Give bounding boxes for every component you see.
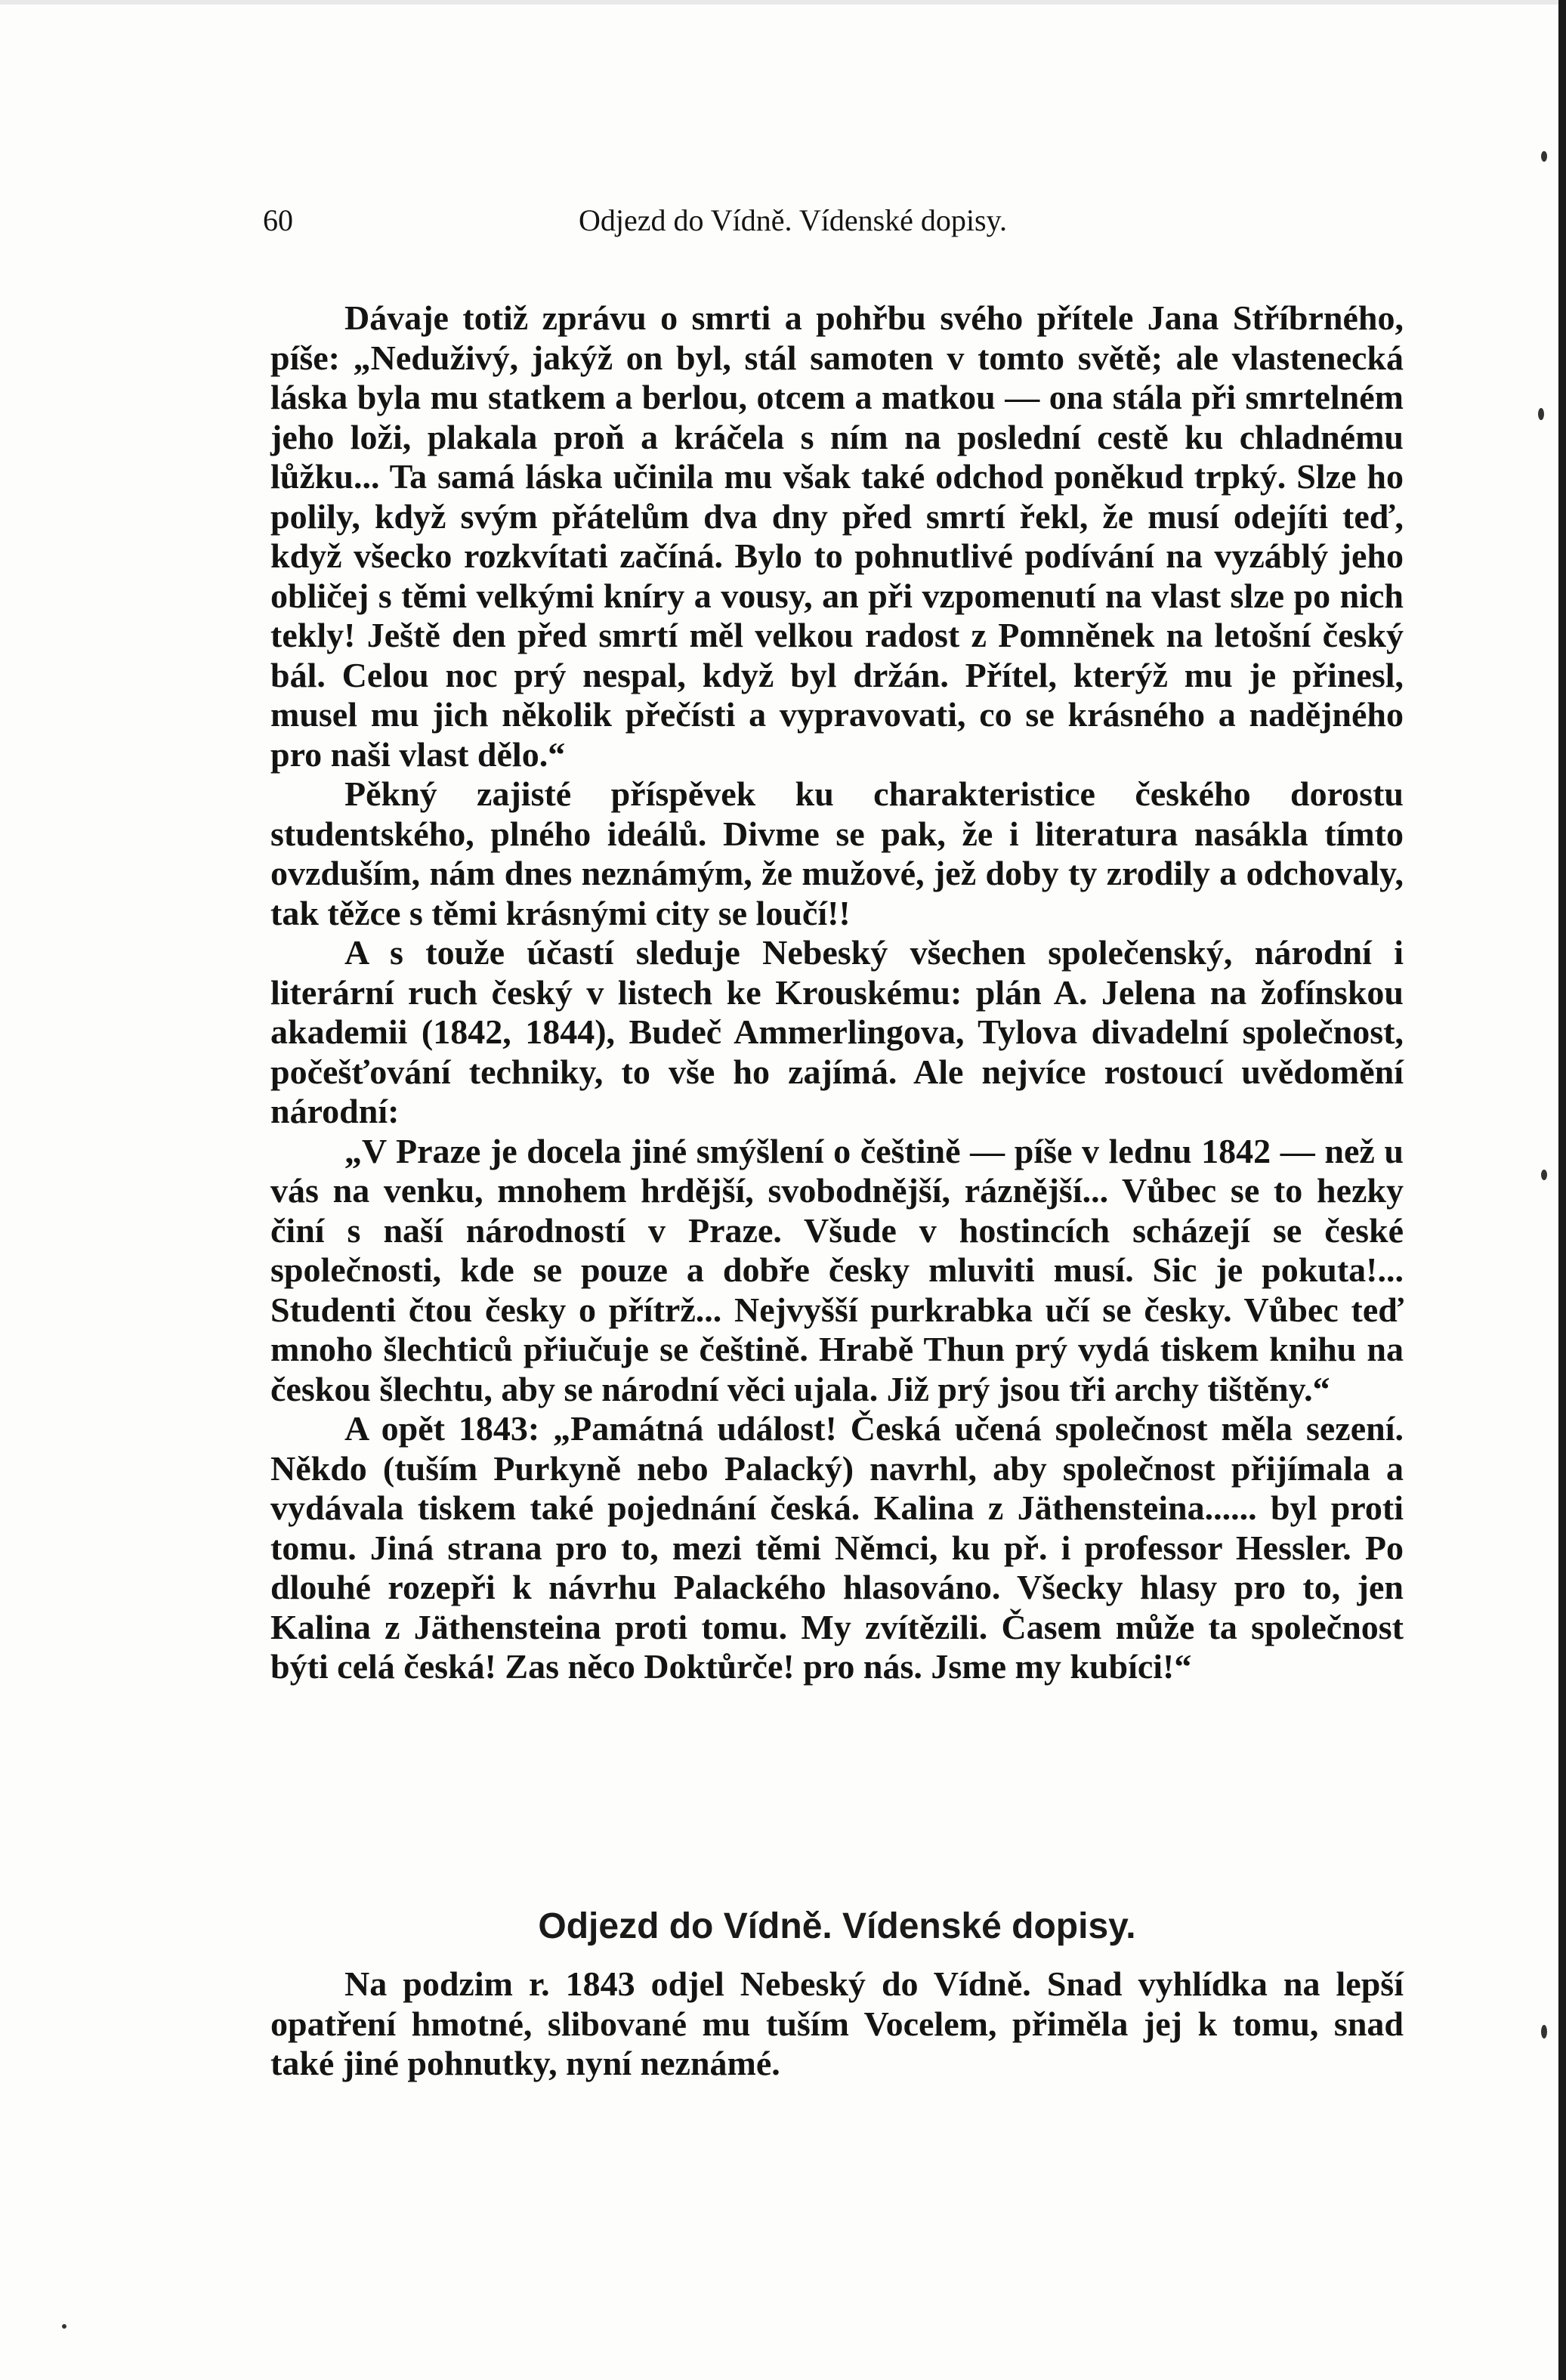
scan-speck [1541, 151, 1547, 162]
paragraph-5-quote: A opět 1843: „Památná událost! Česká učená společnost měla sezení. Někdo (tuším Purkyně nebo Palacký) navrhl, aby společnost přijímala a vydávala tiskem také pojednání česká. Kalina z Jäthensteina...... byl proti tomu. Jiná strana pro to, mezi těmi Němci, ku př. i professor Hessler. Po dlouhé rozepři k návrhu Palackého hlasováno. Všecky hlasy pro to, jen Kalina z Jäthensteina proti tomu. My zvítězili. Časem může ta společnost býti celá česká! Zas něco Doktůrče! pro nás. Jsme my kubíci!“ [270, 1409, 1404, 1686]
scan-speck [1541, 2025, 1547, 2038]
running-title: Odjezd do Vídně. Vídenské dopisy. [579, 203, 1007, 237]
running-head [263, 198, 1396, 243]
section-paragraph: Na podzim r. 1843 odjel Nebeský do Vídně. Snad vyhlídka na lepší opatření hmotné, slibované mu tuším Vocelem, přiměla jej k tomu, snad také jiné pohnutky, nyní neznámé. [270, 1964, 1404, 2082]
paragraph-1: Dávaje totiž zprávu o smrti a pohřbu svého přítele Jana Stříbrného, píše: „Neduživý, jakýž on byl, stál samoten v tomto světě; ale vlastenecká láska byla mu statkem a berlou, otcem a matkou — ona stála při smrtelném jeho loži, plakala proň a kráčela s ním na poslední cestě ku chladnému lůžku... Ta samá láska učinila mu však také odchod poněkud trpký. Slze ho polily, když svým přátelům dva dny před smrtí řekl, že musí odejíti teď, když všecko rozkvítati začíná. Bylo to pohnutlivé podívání na vyzáblý jeho obličej s těmi velkými kníry a vousy, an při vzpomenutí na vlast slze po nich tekly! Ještě den před smrtí měl velkou radost z Pomněnek na letošní český bál. Celou noc prý nespal, když byl držán. Přítel, kterýž mu je přinesl, musel mu jich několik přečísti a vypravovati, co se krásného a nadějného pro naši vlast dělo.“ [270, 298, 1404, 774]
scan-speck [1538, 408, 1544, 420]
scan-right-edge [1558, 0, 1566, 2380]
scan-top-edge [0, 0, 1566, 5]
page-number: 60 [263, 203, 293, 237]
scan-speck [1541, 1170, 1547, 1180]
section-text [270, 1964, 1404, 2084]
scan-speck [62, 2324, 66, 2329]
paragraph-3: A s touže účastí sleduje Nebeský všechen společenský, národní i literární ruch český v listech ke Krouskému: plán A. Jelena na žofínskou akademii (1842, 1844), Budeč Ammerlingova, Tylova divadelní společnost, počešťování techniky, to vše ho zajímá. Ale nejvíce rostoucí uvědomění národní: [270, 933, 1404, 1130]
paragraph-2: Pěkný zajisté příspěvek ku charakteristice českého dorostu studentského, plného ideálů. Divme se pak, že i literatura nasákla tímto ovzduším, nám dnes neznámým, že mužové, jež doby ty zrodily a odchovaly, tak těžce s těmi krásnými city se loučí!! [270, 774, 1404, 932]
main-text [270, 298, 1404, 1687]
section-heading: Odjezd do Vídně. Vídenské dopisy. [538, 1906, 1136, 1946]
paragraph-4-quote: „V Praze je docela jiné smýšlení o češtině — píše v lednu 1842 — než u vás na venku, mnohem hrdější, svobodnější, ráznější... Vůbec se to hezky činí s naší národností v Praze. Všude v hostincích scházejí se české společnosti, kde se pouze a dobře česky mluviti musí. Sic je pokuta!... Studenti čtou česky o přítrž... Nejvyšší purkrabka učí se česky. Vůbec teď mnoho šlechticů přiučuje se češtině. Hrabě Thun prý vydá tiskem knihu na českou šlechtu, aby se národní věci ujala. Již prý jsou tři archy tištěny.“ [270, 1131, 1404, 1408]
